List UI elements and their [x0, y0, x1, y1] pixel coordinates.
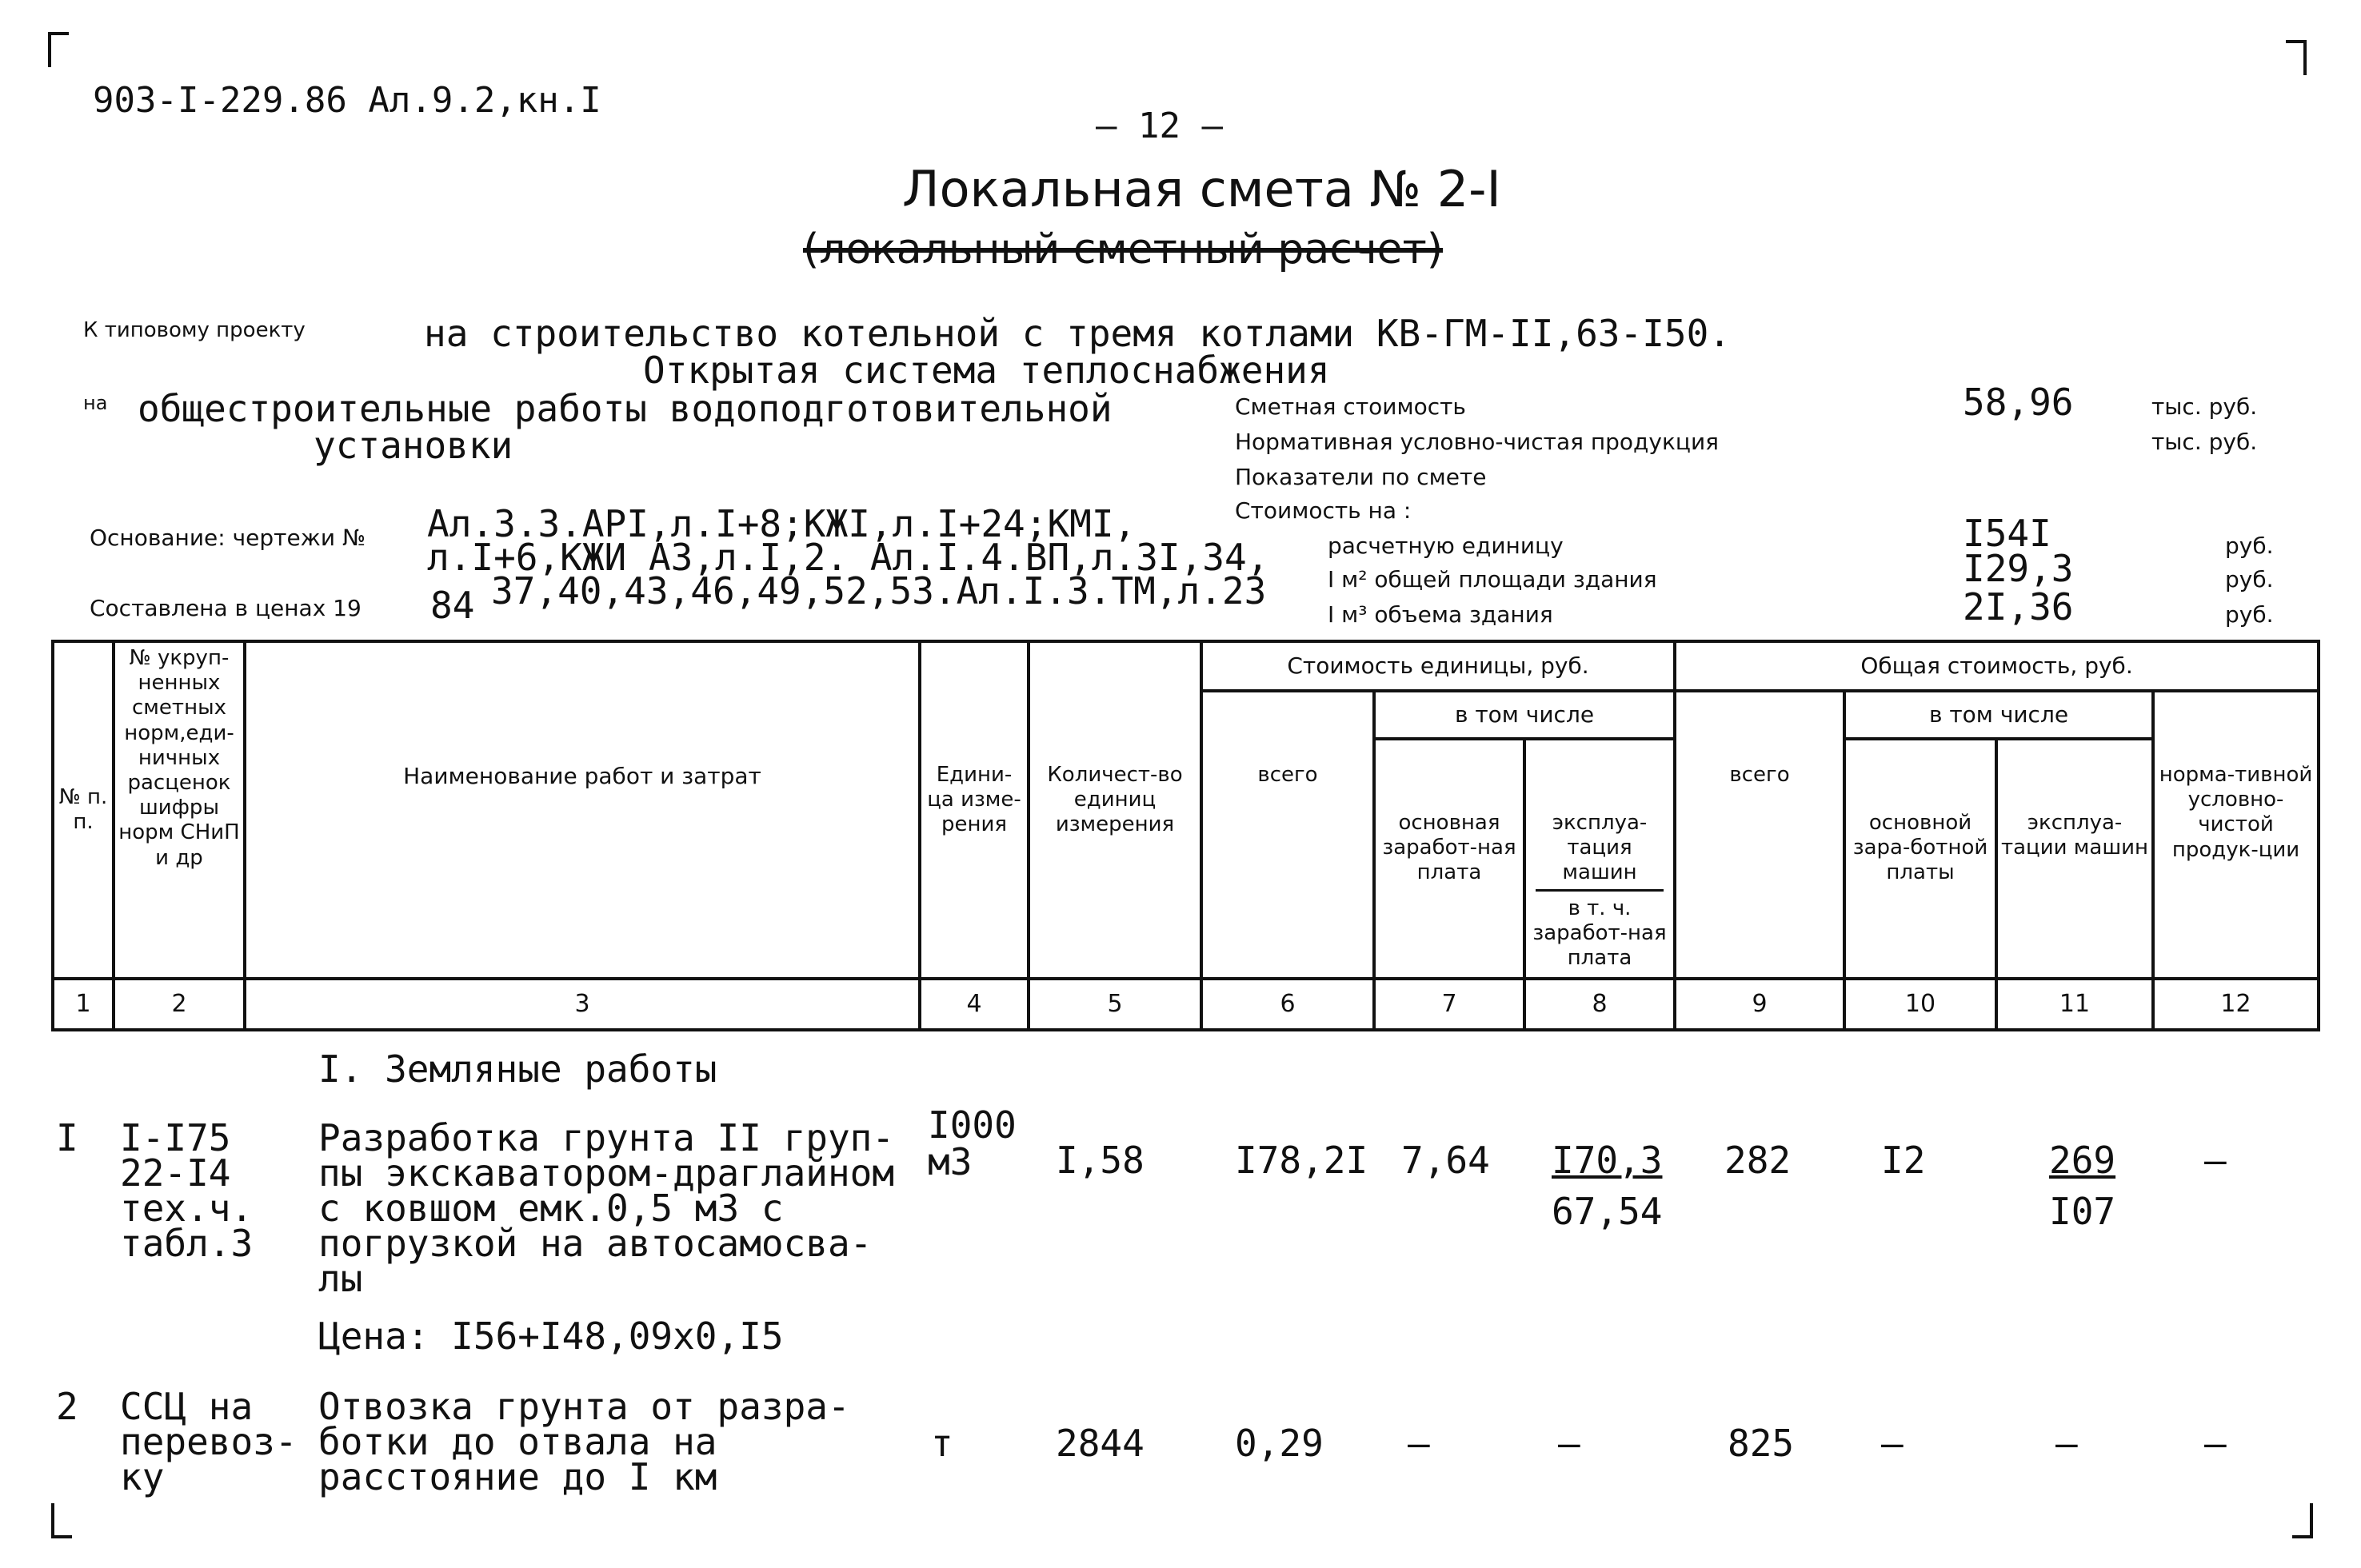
- row-unit-base-salary: –: [1408, 1422, 1430, 1465]
- basis-label: Основание: чертежи №: [90, 525, 366, 551]
- header-col-total-machines: эксплуа-тации машин: [1996, 739, 2153, 979]
- row-name-line: Отвозка грунта от разра-: [318, 1385, 850, 1428]
- project-line-1: на строительство котельной с тремя котлами КВ-ГМ-II,63-I50.: [424, 312, 1731, 355]
- row-name-line: пы экскаватором-драглайном: [318, 1151, 895, 1195]
- column-index: 11: [1996, 979, 2153, 1030]
- basis-line-3: 37,40,43,46,49,52,53.Ал.I.3.ТМ,л.23: [491, 569, 1267, 612]
- column-index: 5: [1029, 979, 1201, 1030]
- row-name-line: ботки до отвала на: [318, 1420, 717, 1463]
- header-col-unit-total: всего: [1201, 691, 1374, 979]
- header-col-total-salary: основной зара-ботной платы: [1844, 739, 1996, 979]
- column-index: 8: [1524, 979, 1675, 1030]
- corner-mark-top-right: [2286, 40, 2307, 75]
- column-index: 3: [245, 979, 920, 1030]
- project-line-2: Открытая система теплоснабжения: [643, 349, 1330, 392]
- row-total-salary: –: [1881, 1422, 1904, 1465]
- row-price-note: Цена: I56+I48,09х0,I5: [318, 1315, 784, 1358]
- area-value: I29,3: [1963, 547, 2074, 590]
- header-col-work-name: Наименование работ и затрат: [245, 641, 920, 979]
- area-unit: руб.: [2225, 566, 2274, 592]
- basis-line-2: л.I+6,КЖИ А3,л.I,2. Ал.I.4.ВП,л.3I,34,: [427, 536, 1269, 579]
- volume-value: 2I,36: [1963, 585, 2074, 628]
- row-name-line: с ковшом емк.0,5 м3 с: [318, 1187, 784, 1230]
- row-unit: т: [931, 1422, 953, 1465]
- column-index: 2: [114, 979, 245, 1030]
- row-name-line: лы: [318, 1257, 363, 1300]
- row-unit-line: м3: [928, 1140, 973, 1183]
- corner-mark-top-left: [48, 32, 69, 67]
- column-index: 10: [1844, 979, 1996, 1030]
- cost-per-label: Стоимость на :: [1235, 497, 1412, 524]
- header-col-quantity: Количест-во единиц измерения: [1029, 641, 1201, 979]
- column-index: 6: [1201, 979, 1374, 1030]
- section-heading: I. Земляные работы: [318, 1047, 717, 1091]
- row-quantity: 2844: [1056, 1422, 1145, 1465]
- header-col-unit: Едини-ца изме-рения: [920, 641, 1029, 979]
- header-col-number: № п. п.: [53, 641, 114, 979]
- indicators-label: Показатели по смете: [1235, 464, 1487, 490]
- row-code-line: ССЦ на: [120, 1385, 254, 1428]
- column-index: 12: [2153, 979, 2319, 1030]
- column-index: 7: [1374, 979, 1524, 1030]
- prices-label: Составлена в ценах 19: [90, 595, 362, 621]
- header-incl-unit: в том числе: [1374, 691, 1675, 739]
- row-total-salary: I2: [1881, 1139, 1926, 1182]
- volume-label: I м³ объема здания: [1328, 601, 1553, 628]
- works-label: на: [83, 392, 108, 414]
- corner-mark-bottom-right: [2292, 1503, 2313, 1538]
- document-subtitle: (локальный сметный расчет): [803, 225, 1444, 273]
- header-col-normative: норма-тивной условно-чистой продук-ции: [2153, 691, 2319, 979]
- row-code-line: тех.ч.: [120, 1187, 254, 1230]
- row-unit-base-salary: 7,64: [1401, 1139, 1490, 1182]
- header-col-base-salary: основная заработ-ная плата: [1374, 739, 1524, 979]
- row-total-machines: 269: [2049, 1139, 2116, 1182]
- prices-year: 84: [430, 584, 475, 627]
- row-total: 825: [1728, 1422, 1795, 1465]
- row-unit-machines: –: [1558, 1422, 1580, 1465]
- unit-value: I54I: [1963, 512, 2051, 555]
- column-index: 1: [53, 979, 114, 1030]
- norm-unit: тыс. руб.: [2151, 429, 2258, 455]
- header-group-unit-cost: Стоимость единицы, руб.: [1201, 641, 1675, 691]
- row-quantity: I,58: [1056, 1139, 1145, 1182]
- row-code-line: ку: [120, 1455, 165, 1498]
- header-col-machines: [1524, 739, 1675, 979]
- row-normative: –: [2204, 1139, 2227, 1182]
- row-unit-line: I000: [928, 1103, 1017, 1147]
- row-name-line: погрузкой на автосамосва-: [318, 1222, 873, 1265]
- works-line-2: установки: [314, 424, 513, 467]
- column-index: 4: [920, 979, 1029, 1030]
- header-col-total: всего: [1675, 691, 1844, 979]
- row-number: 2: [56, 1385, 78, 1428]
- page-number: — 12 —: [1096, 106, 1223, 146]
- corner-mark-bottom-left: [51, 1503, 72, 1538]
- row-name-line: Разработка грунта II груп-: [318, 1116, 895, 1159]
- row-normative: –: [2204, 1422, 2227, 1465]
- column-index: 9: [1675, 979, 1844, 1030]
- project-label: К типовому проекту: [83, 318, 306, 342]
- volume-unit: руб.: [2225, 601, 2274, 628]
- header-col-norm-code: № укруп-ненных сметных норм,еди-ничных расценок шифры норм СНиП и др: [114, 641, 245, 979]
- row-code-line: табл.3: [120, 1222, 254, 1265]
- cost-label: Сметная стоимость: [1235, 393, 1466, 420]
- row-name-line: расстояние до I км: [318, 1455, 717, 1498]
- row-unit-cost-total: 0,29: [1235, 1422, 1324, 1465]
- row-total: 282: [1724, 1139, 1792, 1182]
- area-label: I м² общей площади здания: [1328, 566, 1657, 592]
- row-unit-machines-salary: 67,54: [1552, 1190, 1663, 1233]
- row-total-machines-salary: I07: [2049, 1190, 2116, 1233]
- header-col-machines-label: эксплуа-тация машин: [1536, 811, 1664, 892]
- cost-unit: тыс. руб.: [2151, 393, 2258, 420]
- row-code-line: 22-I4: [120, 1151, 231, 1195]
- unit-label: расчетную единицу: [1328, 533, 1564, 559]
- row-unit-cost-total: I78,2I: [1235, 1139, 1368, 1182]
- row-unit-machines: I70,3: [1552, 1139, 1663, 1182]
- works-line-1: общестроительные работы водоподготовительной: [138, 387, 1113, 430]
- norm-label: Нормативная условно-чистая продукция: [1235, 429, 1719, 455]
- row-code-line: I-I75: [120, 1116, 231, 1159]
- cost-value: 58,96: [1963, 381, 2074, 424]
- header-incl-total: в том числе: [1844, 691, 2153, 739]
- header-group-total-cost: Общая стоимость, руб.: [1675, 641, 2319, 691]
- row-total-machines: –: [2055, 1422, 2078, 1465]
- document-code: 903-I-229.86 Ал.9.2,кн.I: [93, 80, 601, 121]
- estimate-table-header: [51, 640, 2320, 1031]
- header-col-machines-salary: в т. ч. заработ-ная плата: [1532, 896, 1667, 970]
- row-number: I: [56, 1116, 78, 1159]
- row-code-line: перевоз-: [120, 1420, 298, 1463]
- unit-unit: руб.: [2225, 533, 2274, 559]
- basis-line-1: Ал.3.3.АРI,л.I+8;КЖI,л.I+24;КМI,: [427, 502, 1137, 545]
- document-title: Локальная смета № 2-I: [902, 160, 1501, 218]
